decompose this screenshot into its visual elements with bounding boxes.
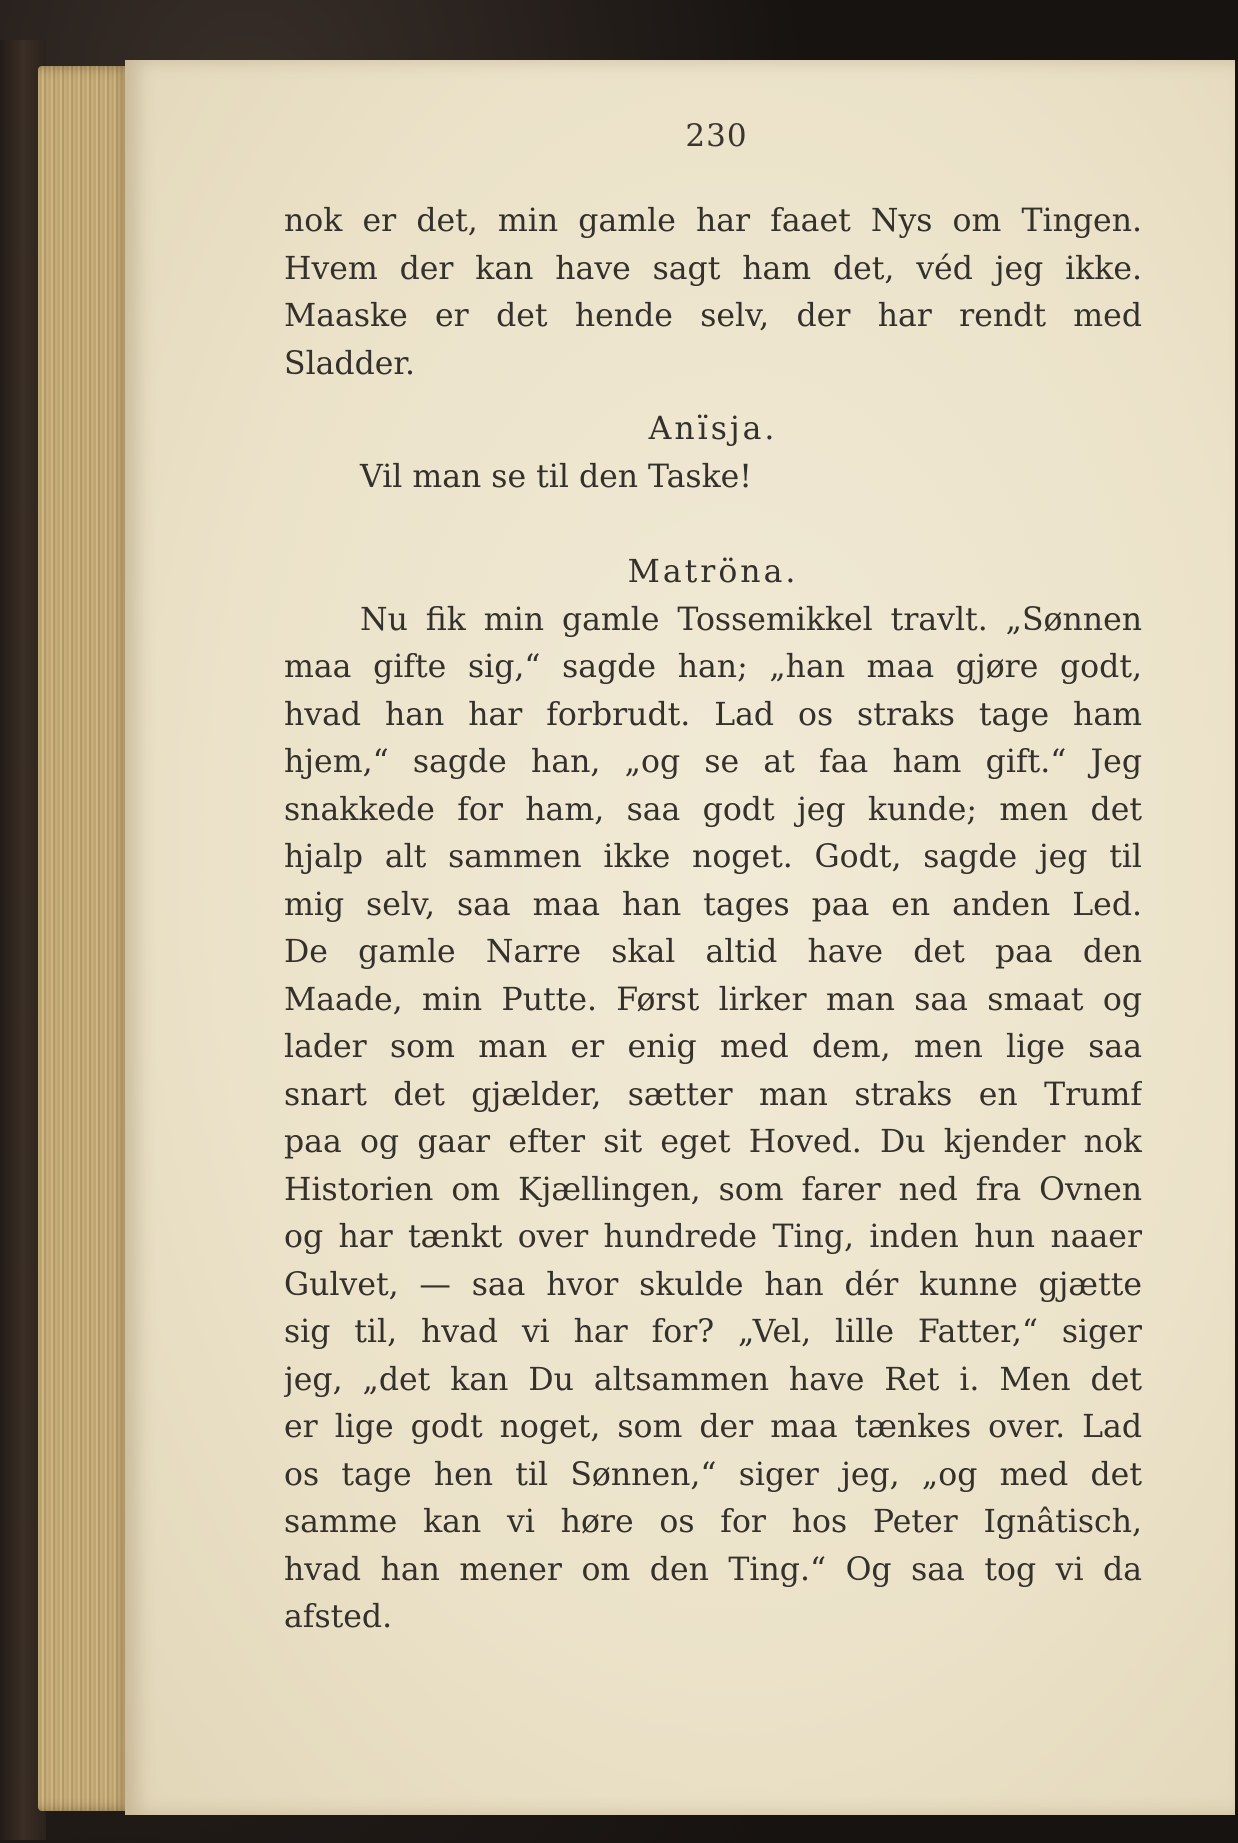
text-line: De gamle Narre skal altid have det paa den	[284, 934, 1142, 970]
text-line: hjalp alt sammen ikke noget. Godt, sagde jeg til	[284, 839, 1142, 875]
text-line: nok er det, min gamle har faaet Nys om Tingen.	[284, 203, 1142, 239]
text-line: samme kan vi høre os for hos Peter Ignâtisch,	[284, 1504, 1142, 1540]
text-line: og har tænkt over hundrede Ting, inden hun naaer	[284, 1219, 1142, 1255]
text-line: snakkede for ham, saa godt jeg kunde; men det	[284, 791, 1142, 828]
text-line: afsted.	[284, 1599, 393, 1635]
text-line: sig til, hvad vi har for? „Vel, lille Fatter,“ siger	[284, 1314, 1142, 1350]
text-line: snart det gjælder, sætter man straks en Trumf	[284, 1076, 1142, 1113]
text-line: hvad han har forbrudt. Lad os straks tage ham	[284, 696, 1142, 733]
text-line: Sladder.	[284, 345, 416, 382]
text-line: hjem,“ sagde han, „og se at faa ham gift.“ Jeg	[284, 744, 1142, 780]
text-line: Maade, min Putte. Først lirker man saa smaat og	[284, 981, 1142, 1018]
text-line: paa og gaar efter sit eget Hoved. Du kjender nok	[284, 1124, 1142, 1160]
page-number: 230	[685, 118, 748, 154]
speech-line: Vil man se til den Taske!	[360, 458, 752, 495]
text-line: er lige godt noget, som der maa tænkes over. Lad	[284, 1409, 1142, 1445]
text-line: os tage hen til Sønnen,“ siger jeg, „og med det	[284, 1456, 1142, 1493]
speaker-name: Matröna.	[627, 554, 799, 590]
text-line: Hvem der kan have sagt ham det, véd jeg ikke.	[284, 250, 1142, 287]
text-line: Nu fik min gamle Tossemikkel travlt. „Sønnen	[360, 601, 1142, 638]
page-stack-edge	[38, 66, 133, 1811]
speaker-name: Anïsja.	[648, 411, 778, 447]
text-line: Gulvet, — saa hvor skulde han dér kunne gjætte	[284, 1266, 1142, 1303]
text-line: maa gifte sig,“ sagde han; „han maa gjøre godt,	[284, 649, 1142, 685]
page-text	[284, 198, 1142, 1642]
text-line: Historien om Kjællingen, som farer ned fra Ovnen	[284, 1171, 1142, 1208]
text-line: mig selv, saa maa han tages paa en anden Led.	[284, 886, 1142, 923]
text-line: jeg, „det kan Du altsammen have Ret i. Men det	[284, 1361, 1142, 1398]
text-line: Maaske er det hende selv, der har rendt med	[284, 298, 1142, 334]
text-line: lader som man er enig med dem, men lige saa	[284, 1029, 1142, 1065]
text-line: hvad han mener om den Ting.“ Og saa tog vi da	[284, 1551, 1142, 1588]
